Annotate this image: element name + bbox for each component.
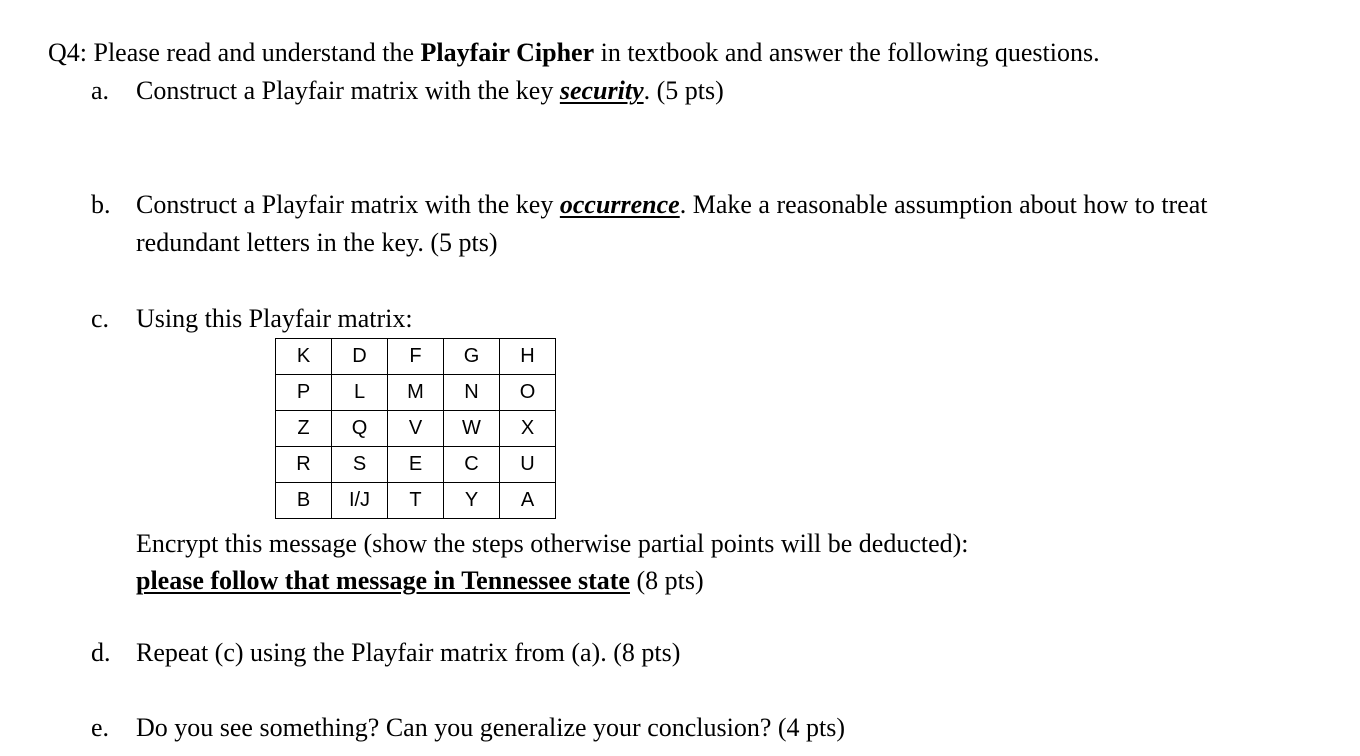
part-a-marker: a. <box>91 76 110 105</box>
part-a-post: . (5 pts) <box>643 76 724 105</box>
part-b-line2: redundant letters in the key. (5 pts) <box>136 228 498 257</box>
matrix-cell: M <box>388 375 444 411</box>
part-b-text <box>136 190 1208 220</box>
part-d-marker: d. <box>91 638 111 667</box>
matrix-cell: C <box>444 447 500 483</box>
matrix-row <box>276 375 556 411</box>
matrix-row <box>276 447 556 483</box>
question-number: Q4: <box>48 38 87 67</box>
question-intro-post: in textbook and answer the following questions. <box>600 38 1100 67</box>
question-header <box>48 38 1100 68</box>
part-c-marker: c. <box>91 304 110 333</box>
matrix-cell: H <box>500 339 556 375</box>
matrix-cell: Z <box>276 411 332 447</box>
cipher-name: Playfair Cipher <box>420 38 595 67</box>
part-b-key: occurrence <box>559 190 680 219</box>
plaintext-message: please follow that message in Tennessee state <box>136 566 630 595</box>
matrix-cell: E <box>388 447 444 483</box>
matrix-cell: S <box>332 447 388 483</box>
matrix-cell: R <box>276 447 332 483</box>
matrix-cell: Y <box>444 483 500 519</box>
part-b-post: . Make a reasonable assumption about how to treat <box>679 190 1208 219</box>
matrix-cell: K <box>276 339 332 375</box>
playfair-matrix <box>275 338 556 519</box>
part-a-key: security <box>559 76 644 105</box>
matrix-cell: W <box>444 411 500 447</box>
part-e-text: Do you see something? Can you generalize your conclusion? (4 pts) <box>136 713 846 742</box>
matrix-cell: O <box>500 375 556 411</box>
part-a-pre: Construct a Playfair matrix with the key <box>136 76 554 105</box>
part-e-marker: e. <box>91 713 110 742</box>
matrix-cell: A <box>500 483 556 519</box>
encrypt-instruction: Encrypt this message (show the steps otherwise partial points will be deducted): <box>136 529 969 558</box>
part-d-text: Repeat (c) using the Playfair matrix from (a). (8 pts) <box>136 638 681 667</box>
matrix-cell: G <box>444 339 500 375</box>
matrix-cell: P <box>276 375 332 411</box>
matrix-cell: Q <box>332 411 388 447</box>
matrix-cell: B <box>276 483 332 519</box>
matrix-cell: U <box>500 447 556 483</box>
matrix-cell: D <box>332 339 388 375</box>
matrix-row <box>276 411 556 447</box>
matrix-cell: X <box>500 411 556 447</box>
message-points: (8 pts) <box>636 566 704 595</box>
question-intro-pre: Please read and understand the <box>93 38 415 67</box>
part-c-text: Using this Playfair matrix: <box>136 304 413 333</box>
part-a-text <box>136 76 724 106</box>
matrix-cell: L <box>332 375 388 411</box>
matrix-cell: N <box>444 375 500 411</box>
matrix-row <box>276 483 556 519</box>
part-b-marker: b. <box>91 190 111 219</box>
matrix-cell: T <box>388 483 444 519</box>
matrix-row <box>276 339 556 375</box>
matrix-cell: I/J <box>332 483 388 519</box>
message-line <box>136 566 704 596</box>
matrix-cell: V <box>388 411 444 447</box>
part-b-pre: Construct a Playfair matrix with the key <box>136 190 554 219</box>
matrix-cell: F <box>388 339 444 375</box>
